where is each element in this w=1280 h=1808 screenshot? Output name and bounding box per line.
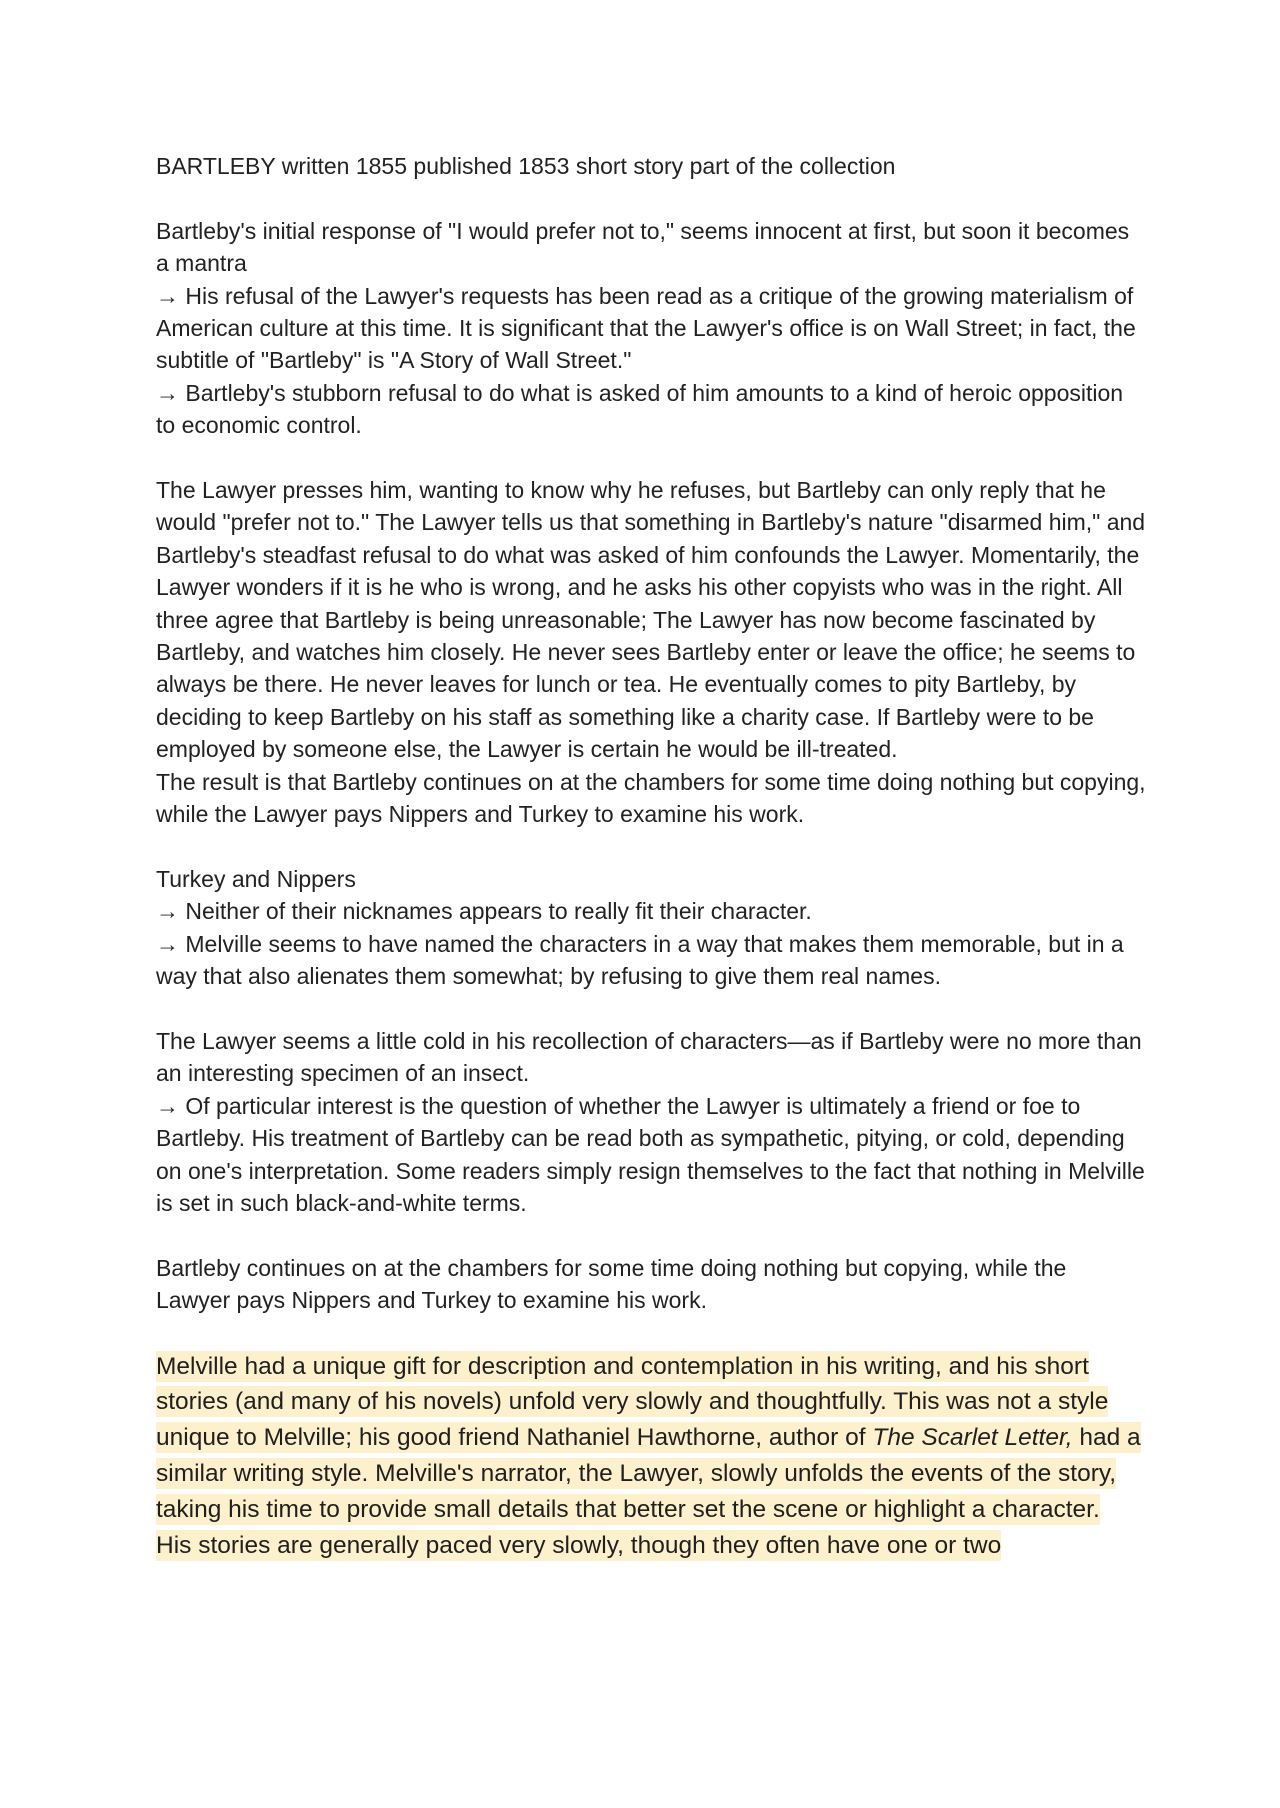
title-line: BARTLEBY written 1855 published 1853 short story part of the collection [156,153,896,179]
highlight-text [156,1351,1141,1525]
section1-point1: → His refusal of the Lawyer's requests has been read as a critique of the growing materialism of American culture at this time. It is significant that the Lawyer's office is on Wall Street; in fact, the subtitle of "Bartleby" is "A Story of Wall Street." [156,282,1136,374]
highlight-text: His stories are generally paced very slowly, though they often have one or two [156,1531,1002,1559]
highlight-part1: Melville had a unique gift for description and contemplation in his writing, and his short stories (and many of his novels) unfold very slowly and thoughtfully. This was not a style unique to Melville; his good friend Nathaniel Hawthorne, author of [156,1352,1109,1452]
highlighted-passage [156,1349,1146,1564]
section5-para: Bartleby continues on at the chambers for some time doing nothing but copying, while the Lawyer pays Nippers and Turkey to examine his work. [156,1254,1067,1314]
paragraph-gap [156,1219,1146,1251]
paragraph-gap [156,182,1146,214]
section4-intro: The Lawyer seems a little cold in his recollection of characters—as if Bartleby were no more than an interesting specimen of an insect. [156,1027,1142,1087]
section3-heading: Turkey and Nippers [156,865,356,892]
highlighted-paragraph-2 [156,1528,1146,1564]
section1-intro: Bartleby's initial response of "I would prefer not to," seems innocent at first, but soon it becomes a mantra [156,217,1130,277]
highlight-part2: had a similar writing style. Melville's narrator, the Lawyer, slowly unfolds the events of the story, taking his time to provide small details that better set the scene or highlight a character. [156,1424,1141,1523]
paragraph-gap [156,442,1146,474]
section3-point2: → Melville seems to have named the characters in a way that makes them memorable, but in a way that also alienates them somewhat; by refusing to give them real names. [156,930,1124,990]
highlighted-paragraph-1 [156,1349,1146,1528]
section1-point2: → Bartleby's stubborn refusal to do what is asked of him amounts to a kind of heroic opposition to economic control. [156,379,1124,439]
paragraph-gap [156,831,1146,863]
section2-para1: The Lawyer presses him, wanting to know why he refuses, but Bartleby can only reply that he would "prefer not to." The Lawyer tells us that something in Bartleby's nature "disarmed him," and Bartleby's steadfast refusal to do what was asked of him confounds the Lawyer. Momentarily, the Lawyer wonders if it is he who is wrong, and he asks his other copyists who was in the right. All three agree that Bartleby is being unreasonable; The Lawyer has now become fascinated by Bartleby, and watches him closely. He never sees Bartleby enter or leave the office; he seems to always be there. He never leaves for lunch or tea. He eventually comes to pity Bartleby, by deciding to keep Bartleby on his staff as something like a charity case. If Bartleby were to be employed by someone else, the Lawyer is certain he would be ill-treated. [156,477,1146,763]
section3-point1: → Neither of their nicknames appears to really fit their character. [156,898,812,925]
book-title-italic: The Scarlet Letter, [872,1424,1073,1452]
section2-para2: The result is that Bartleby continues on at the chambers for some time doing nothing but copying, while the Lawyer pays Nippers and Turkey to examine his work. [156,768,1146,828]
document-body [156,150,1146,1563]
section4-point1: → Of particular interest is the question of whether the Lawyer is ultimately a friend or foe to Bartleby. His treatment of Bartleby can be read both as sympathetic, pitying, or cold, depending on one's interpretation. Some readers simply resign themselves to the fact that nothing in Melville is set in such black-and-white terms. [156,1092,1145,1216]
paragraph-gap [156,993,1146,1025]
